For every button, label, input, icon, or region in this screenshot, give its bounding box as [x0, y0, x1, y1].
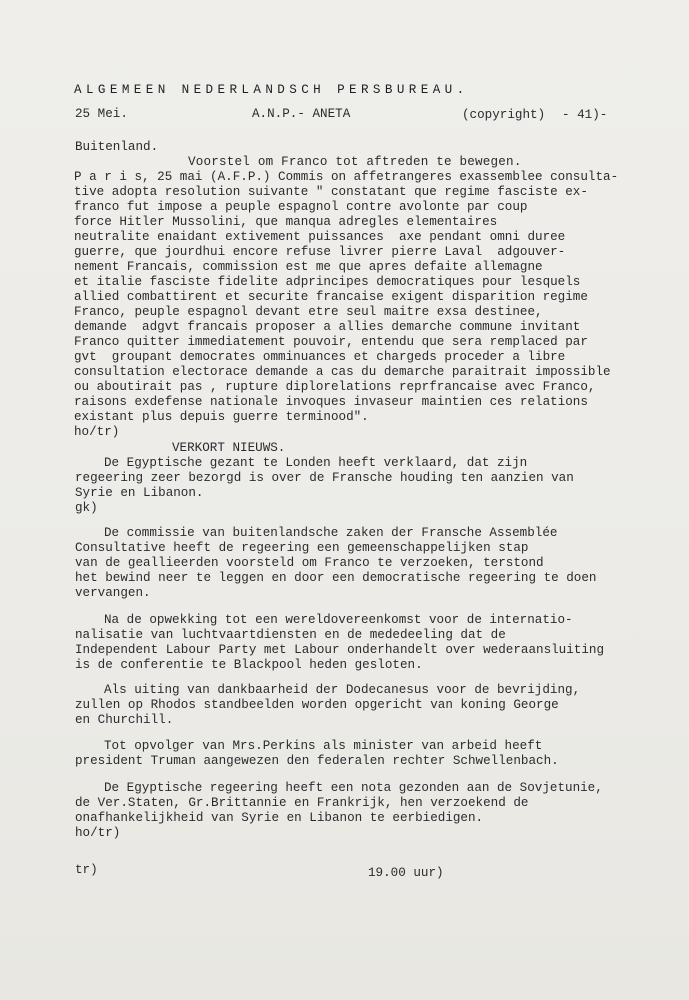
- article-initials: ho/tr): [74, 425, 120, 439]
- news-line: regeering zeer bezorgd is over de Fransche houding ten aanzien van: [75, 471, 574, 485]
- news-line: De commissie van buitenlandsche zaken der Fransche Assemblée: [104, 526, 558, 540]
- article-line: force Hitler Mussolini, que manqua adregles elementaires: [74, 215, 498, 229]
- news-line: zullen op Rhodos standbeelden worden opgericht van koning George: [75, 698, 559, 712]
- news-line: Als uiting van dankbaarheid der Dodecanesus voor de bevrijding,: [104, 683, 581, 697]
- news-line: onafhankelijkheid van Syrie en Libanon te eerbiedigen.: [75, 811, 484, 825]
- agency-name: ALGEMEEN NEDERLANDSCH PERSBUREAU.: [74, 83, 469, 97]
- article-line: nement Francais, commission est me que apres defaite allemagne: [74, 260, 543, 274]
- news-line: Na de opwekking tot een wereldovereenkomst voor de internatio-: [104, 613, 573, 627]
- article-line: ou aboutirait pas , rupture diplorelations reprfrancaise avec Franco,: [74, 380, 596, 394]
- article-line: demande adgvt francais proposer a allies demarche commune invitant: [74, 320, 581, 334]
- article-line: raisons exdefense nationale invoques invaseur maintien ces relations: [74, 395, 588, 409]
- header-source: A.N.P.- ANETA: [252, 107, 351, 121]
- news-initials: gk): [75, 501, 98, 515]
- news-line: is de conferentie te Blackpool heden gesloten.: [75, 658, 423, 672]
- article-line: consultation electorace demande a cas du demarche paraitrait impossible: [74, 365, 611, 379]
- article-line: neutralite enaidant extivement puissances axe pendant omni duree: [74, 230, 566, 244]
- news-line: Consultative heeft de regeering een gemeenschappelijken stap: [75, 541, 529, 555]
- header-date: 25 Mei.: [75, 107, 128, 121]
- news-line: de Ver.Staten, Gr.Brittannie en Frankrijk, hen verzoekend de: [75, 796, 529, 810]
- article-line: P a r i s, 25 mai (A.F.P.) Commis on affetrangeres exassemblee consulta-: [74, 170, 619, 184]
- news-line: president Truman aangewezen den federalen rechter Schwellenbach.: [75, 754, 559, 768]
- article-line: existant plus depuis guerre terminood".: [74, 410, 369, 424]
- footer-time: 19.00 uur): [368, 866, 444, 880]
- article-line: et italie fasciste fidelite adprincipes democratiques pour lesquels: [74, 275, 581, 289]
- article-line: Franco quitter immediatement pouvoir, entendu que sera remplaced par: [74, 335, 588, 349]
- news-line: en Churchill.: [75, 713, 174, 727]
- news-initials: ho/tr): [75, 826, 121, 840]
- short-news-heading: VERKORT NIEUWS.: [172, 441, 286, 455]
- article-line: franco fut impose a peuple espagnol contre avolonte par coup: [74, 200, 528, 214]
- news-line: Syrie en Libanon.: [75, 486, 204, 500]
- article-line: Franco, peuple espagnol devant etre seul maitre exsa destinee,: [74, 305, 543, 319]
- footer-initials: tr): [75, 863, 98, 877]
- article-line: tive adopta resolution suivante " constatant que regime fasciste ex-: [74, 185, 588, 199]
- page-number: - 41)-: [562, 108, 608, 122]
- news-line: vervangen.: [75, 586, 151, 600]
- news-line: het bewind neer te leggen en door een democratische regeering te doen: [75, 571, 597, 585]
- article-line: allied combattirent et securite francaise exigent disparition regime: [74, 290, 588, 304]
- news-line: Tot opvolger van Mrs.Perkins als minister van arbeid heeft: [104, 739, 543, 753]
- article-line: gvt groupant democrates omminuances et chargeds proceder a libre: [74, 350, 566, 364]
- section-label: Buitenland.: [75, 140, 159, 154]
- header-copyright: (copyright): [462, 108, 546, 122]
- news-line: De Egyptische regeering heeft een nota gezonden aan de Sovjetunie,: [104, 781, 603, 795]
- article-line: guerre, que jourdhui encore refuse livrer pierre Laval adgouver-: [74, 245, 566, 259]
- news-line: nalisatie van luchtvaartdiensten en de mededeeling dat de: [75, 628, 506, 642]
- news-line: De Egyptische gezant te Londen heeft verklaard, dat zijn: [104, 456, 528, 470]
- news-line: Independent Labour Party met Labour onderhandelt over wederaansluiting: [75, 643, 605, 657]
- news-line: van de geallieerden voorsteld om Franco te verzoeken, terstond: [75, 556, 544, 570]
- article-headline: Voorstel om Franco tot aftreden te bewegen.: [188, 155, 522, 169]
